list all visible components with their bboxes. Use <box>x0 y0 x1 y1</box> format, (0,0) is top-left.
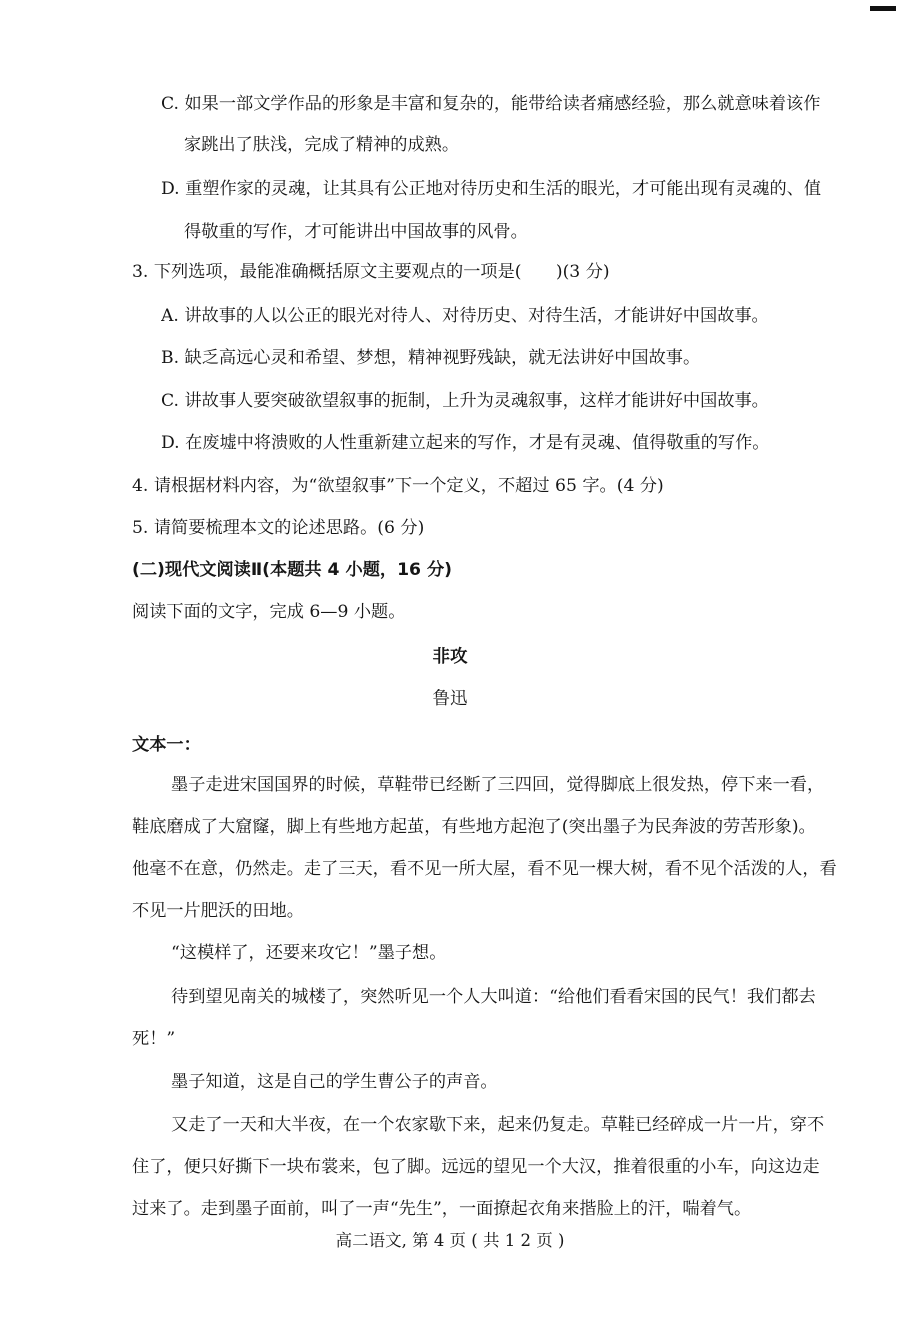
q2-option-c-line-2: 家跳出了肤浅，完成了精神的成熟。 <box>184 135 460 155</box>
corner-mark <box>870 6 896 11</box>
q3-option-b: B. 缺乏高远心灵和希望、梦想，精神视野残缺，就无法讲好中国故事。 <box>161 348 701 368</box>
para1-line-2: 鞋底磨成了大窟窿，脚上有些地方起茧，有些地方起泡了(突出墨子为民奔波的劳苦形象)。 <box>132 817 816 837</box>
q3-option-c: C. 讲故事人要突破欲望叙事的扼制，上升为灵魂叙事，这样才能讲好中国故事。 <box>161 391 769 411</box>
para4: 墨子知道，这是自己的学生曹公子的声音。 <box>171 1072 498 1092</box>
para2: “这模样了，还要来攻它！”墨子想。 <box>171 943 447 963</box>
q2-option-c-line-1: C. 如果一部文学作品的形象是丰富和复杂的，能带给读者痛感经验，那么就意味着该作 <box>161 94 821 114</box>
para5-line-2: 住了，便只好撕下一块布裳来，包了脚。远远的望见一个大汉，推着很重的小车，向这边走 <box>132 1157 820 1177</box>
q2-option-d-line-1: D. 重塑作家的灵魂，让其具有公正地对待历史和生活的眼光，才可能出现有灵魂的、值 <box>161 179 822 199</box>
section-heading: (二)现代文阅读Ⅱ(本题共 4 小题，16 分) <box>132 560 453 580</box>
para5-line-1: 又走了一天和大半夜，在一个农家歇下来，起来仍复走。草鞋已经碎成一片一片，穿不 <box>171 1115 825 1135</box>
q3-option-a: A. 讲故事的人以公正的眼光对待人、对待历史、对待生活，才能讲好中国故事。 <box>161 306 769 326</box>
para3-line-1: 待到望见南关的城楼了，突然听见一个人大叫道：“给他们看看宋国的民气！我们都去 <box>171 987 816 1007</box>
para1-line-4: 不见一片肥沃的田地。 <box>132 901 304 921</box>
passage-title: 非攻 <box>432 647 468 667</box>
page-footer: 高二语文, 第 4 页 ( 共 1 2 页 ) <box>335 1231 565 1250</box>
passage-author: 鲁迅 <box>432 689 468 709</box>
q3-stem: 3. 下列选项，最能准确概括原文主要观点的一项是( )(3 分) <box>132 262 610 282</box>
para5-line-3: 过来了。走到墨子面前，叫了一声“先生”，一面撩起衣角来揩脸上的汗，喘着气。 <box>132 1199 752 1219</box>
para1-line-1: 墨子走进宋国国界的时候，草鞋带已经断了三四回，觉得脚底上很发热，停下来一看， <box>171 775 825 795</box>
q4: 4. 请根据材料内容，为“欲望叙事”下一个定义，不超过 65 字。(4 分) <box>132 476 664 496</box>
q3-option-d: D. 在废墟中将溃败的人性重新建立起来的写作，才是有灵魂、值得敬重的写作。 <box>161 433 770 453</box>
q2-option-d-line-2: 得敬重的写作，才可能讲出中国故事的风骨。 <box>184 222 528 242</box>
section-instruction: 阅读下面的文字，完成 6—9 小题。 <box>132 602 406 622</box>
para1-line-3: 他毫不在意，仍然走。走了三天，看不见一所大屋，看不见一棵大树，看不见个活泼的人，看 <box>132 859 837 879</box>
q5: 5. 请简要梳理本文的论述思路。(6 分) <box>132 518 425 538</box>
para3-line-2: 死！” <box>132 1029 176 1049</box>
text-label: 文本一： <box>132 735 201 755</box>
